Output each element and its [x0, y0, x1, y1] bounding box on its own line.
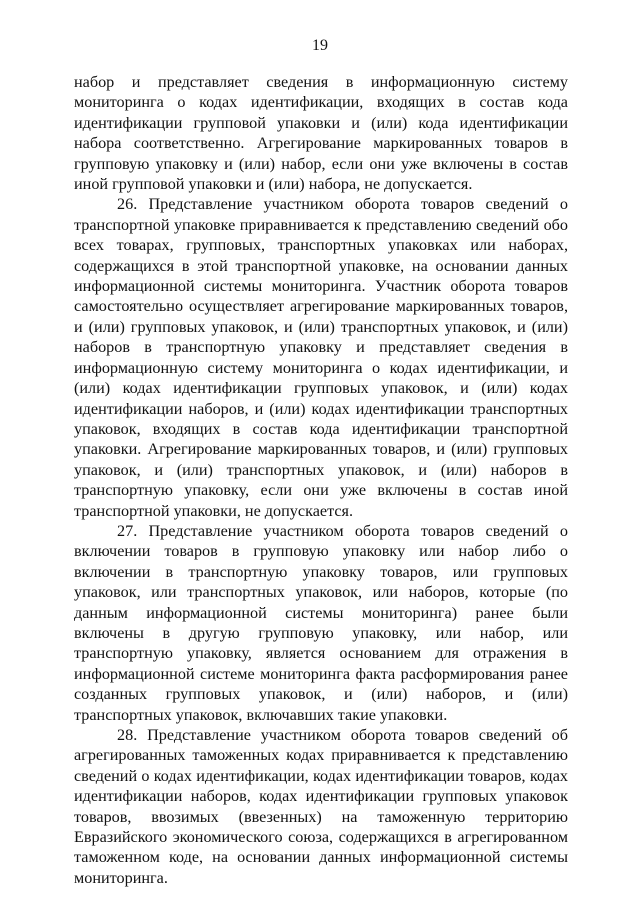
document-body	[74, 72, 568, 888]
paragraph-28: 28. Представление участником оборота товаров сведений об агрегированных таможенных кодах приравнивается к представлению сведений о кодах идентификации, кодах идентификации товаров, кодах идентификации наборов, кодах идентификации групповых упаковок товаров, ввозимых (ввезенных) на таможенную территорию Евразийского экономического союза, содержащихся в агрегированном таможенном коде, на основании данных информационной системы мониторинга.	[74, 726, 568, 887]
page-number: 19	[312, 37, 328, 54]
paragraph-continuation: набор и представляет сведения в информационную систему мониторинга о кодах идентификации, входящих в состав кода идентификации групповой упаковки и (или) кода идентификации набора соответственно. Агрегирование маркированных товаров в групповую упаковку и (или) набор, если они уже включены в состав иной групповой упаковки и (или) набора, не допускается.	[74, 73, 568, 194]
paragraph-26: 26. Представление участником оборота товаров сведений о транспортной упаковке приравнивается к представлению сведений обо всех товарах, групповых, транспортных упаковках или наборах, содержащихся в этой транспортной упаковке, на основании данных информационной системы мониторинга. Участник оборота товаров самостоятельно осуществляет агрегирование маркированных товаров, и (или) групповых упаковок, и (или) транспортных упаковок, и (или) наборов в транспортную упаковку и представляет сведения в информационную систему мониторинга о кодах идентификации, и (или) кодах идентификации групповых упаковок, и (или) кодах идентификации наборов, и (или) кодах идентификации транспортных упаковок, входящих в состав кода идентификации транспортной упаковки. Агрегирование маркированных товаров, и (или) групповых упаковок, и (или) транспортных упаковок, и (или) наборов в транспортную упаковку, если они уже включены в состав иной транспортной упаковки, не допускается.	[74, 195, 568, 520]
paragraph-27: 27. Представление участником оборота товаров сведений о включении товаров в групповую упаковку или набор либо о включении в транспортную упаковку товаров, или групповых упаковок, или транспортных упаковок, или наборов, которые (по данным информационной системы мониторинга) ранее были включены в другую групповую упаковку, или набор, или транспортную упаковку, является основанием для отражения в информационной системе мониторинга факта расформирования ранее созданных групповых упаковок, и (или) наборов, и (или) транспортных упаковок, включавших такие упаковки.	[74, 521, 568, 724]
